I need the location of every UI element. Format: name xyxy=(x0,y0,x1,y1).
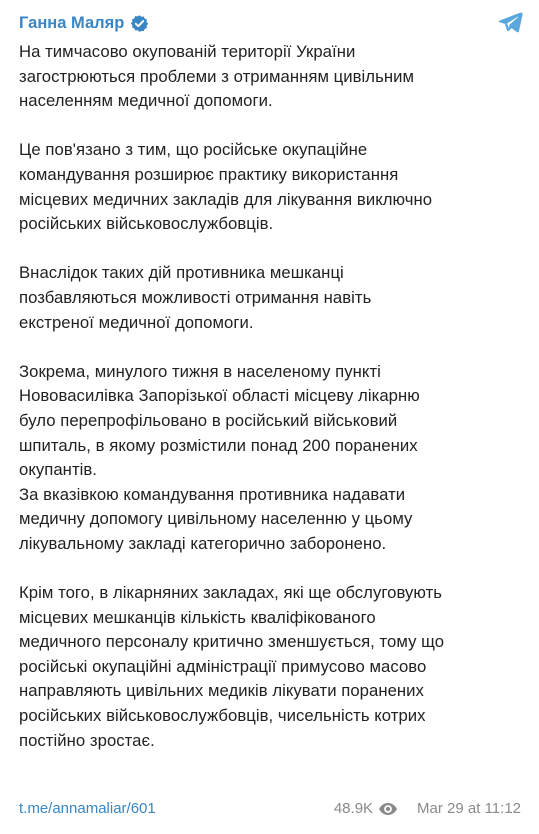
author-name[interactable]: Ганна Маляр xyxy=(19,13,125,32)
telegram-icon[interactable] xyxy=(497,9,523,35)
post-paragraph-2: Це пов'язано з тим, що російське окупаційне командування розширює практику використання місцевих медичних закладів для лікування виключно російських військовослужбовців. xyxy=(19,140,433,234)
verified-check-icon xyxy=(130,14,149,33)
post-paragraph-1: На тимчасово окупованій території України загострюються проблеми з отриманням цивільним населенням медичної допомоги. xyxy=(19,42,414,111)
post-paragraph-3: Внаслідок таких дій противника мешканці позбавляються можливості отримання навіть екстреної медичної допомоги. xyxy=(19,263,372,332)
post-meta xyxy=(334,800,521,817)
post-paragraph-5: Крім того, в лікарняних закладах, які ще обслуговують місцевих мешканців кількість кваліфікованого медичного персоналу критично зменшується, тому що російські окупаційні адміністрації примусово масово направляють цивільних медиків лікувати поранених російських військовослужбовців, чисельність котрих постійно зростає. xyxy=(19,583,445,750)
post-paragraph-4: Зокрема, минулого тижня в населеному пункті Нововасилівка Запорізької області місцеву лікарню було перепрофільовано в російський військовий шпиталь, в якому розмістили понад 200 поранених окупантів. За вказівкою командування противника надавати медичну допомогу цивільному населенню у цьому лікувальному закладі категорично заборонено. xyxy=(19,361,420,553)
post-link[interactable]: t.me/annamaliar/601 xyxy=(19,800,156,817)
view-count: 48.9K xyxy=(333,800,374,817)
post-header xyxy=(19,10,521,36)
post-date: Mar 29 at 11:12 xyxy=(417,800,521,817)
post-footer xyxy=(19,800,521,817)
post-text xyxy=(19,40,521,753)
eye-icon xyxy=(379,803,397,815)
